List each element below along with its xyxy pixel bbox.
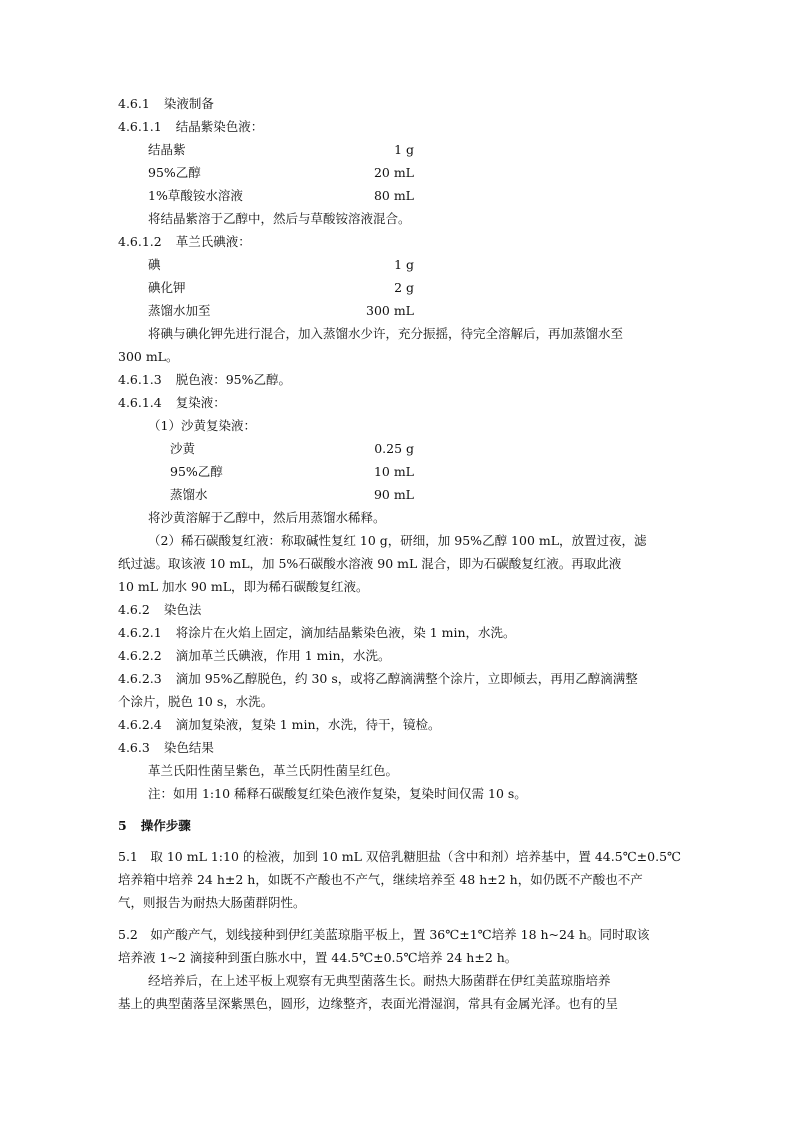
fuchsin-paragraph-continued: 10 mL 加水 90 mL，即为稀石碳酸复红液。 bbox=[118, 579, 369, 594]
section-title: 革兰氏碘液： bbox=[175, 234, 251, 249]
staining-note: 注：如用 1:10 稀释石碳酸复红染色液作复染，复染时间仅需 10 s。 bbox=[148, 786, 527, 801]
section-number: 4.6.1 bbox=[118, 96, 150, 111]
ingredient-name: 碘 bbox=[148, 257, 161, 272]
section-number: 4.6.1.2 bbox=[118, 234, 162, 249]
section-number: 4.6.1.4 bbox=[118, 395, 162, 410]
fuchsin-paragraph-continued: 纸过滤。取该液 10 mL，加 5%石碳酸水溶液 90 mL 混合，即为石碳酸复红液。再取此液 bbox=[118, 556, 622, 571]
step-text: 滴加革兰氏碘液，作用 1 min，水洗。 bbox=[175, 648, 391, 663]
step-5-2: 5.2 如产酸产气，划线接种到伊红美蓝琼脂平板上，置 36℃±1℃培养 18 h~24 h。同时取该 bbox=[118, 927, 650, 942]
ingredient-quantity: 10 mL bbox=[373, 464, 414, 479]
ingredient-quantity: 1 g bbox=[394, 257, 414, 272]
step-text: 滴加 95%乙醇脱色，约 30 s，或将乙醇滴满整个涂片，立即倾去，再用乙醇滴满整 bbox=[175, 671, 638, 686]
step-5-1-continued: 气，则报告为耐热大肠菌群阴性。 bbox=[118, 895, 306, 910]
ingredient-quantity: 0.25 g bbox=[374, 441, 414, 456]
section-title: 染液制备 bbox=[163, 96, 214, 111]
section-number: 4.6.2.1 bbox=[118, 625, 162, 640]
fuchsin-paragraph: （2）稀石碳酸复红液：称取碱性复红 10 g，研细，加 95%乙醇 100 mL，放置过夜，滤 bbox=[148, 533, 647, 548]
staining-result: 革兰氏阳性菌呈紫色，革兰氏阴性菌呈红色。 bbox=[148, 763, 399, 778]
step-text-continued: 个涂片，脱色 10 s，水洗。 bbox=[118, 694, 274, 709]
step-5-1: 5.1 取 10 mL 1:10 的检液，加到 10 mL 双倍乳糖胆盐（含中和剂）培养基中，置 44.5℃±0.5℃ bbox=[118, 849, 682, 864]
step-4-6-2-1 bbox=[118, 625, 516, 641]
step-5-1-continued: 培养箱中培养 24 h±2 h，如既不产酸也不产气，继续培养至 48 h±2 h，如仍既不产酸也不产 bbox=[118, 872, 643, 887]
section-number: 4.6.2.2 bbox=[118, 648, 162, 663]
section-number: 4.6.2.4 bbox=[118, 717, 162, 732]
ingredient-quantity: 90 mL bbox=[373, 487, 414, 502]
section-number: 4.6.1.3 bbox=[118, 372, 162, 387]
section-title: 染色法 bbox=[163, 602, 202, 617]
section-4-6-1-heading bbox=[118, 96, 214, 112]
ingredient-name: 碘化钾 bbox=[148, 280, 186, 295]
step-4-6-2-3 bbox=[118, 671, 638, 687]
preparation-note: 将结晶紫溶于乙醇中，然后与草酸铵溶液混合。 bbox=[148, 211, 411, 226]
section-4-6-2-heading bbox=[118, 602, 201, 618]
section-title: 复染液： bbox=[175, 395, 226, 410]
section-title: 染色结果 bbox=[163, 740, 214, 755]
section-number: 4.6.1.1 bbox=[118, 119, 162, 134]
ingredient-name: 沙黄 bbox=[170, 441, 196, 456]
ingredient-name: 95%乙醇 bbox=[170, 464, 223, 479]
section-number: 4.6.2.3 bbox=[118, 671, 162, 686]
section-title: 结晶紫染色液： bbox=[175, 119, 264, 134]
step-5-2-paragraph-continued: 基上的典型菌落呈深紫黑色，圆形，边缘整齐，表面光滑湿润，常具有金属光泽。也有的呈 bbox=[118, 996, 619, 1011]
safranin-subheading: （1）沙黄复染液： bbox=[148, 418, 256, 433]
section-4-6-3-heading bbox=[118, 740, 214, 756]
ingredient-name: 95%乙醇 bbox=[148, 165, 201, 180]
ingredient-name: 结晶紫 bbox=[148, 142, 186, 157]
ingredient-quantity: 80 mL bbox=[373, 188, 414, 203]
step-5-2-paragraph: 经培养后，在上述平板上观察有无典型菌落生长。耐热大肠菌群在伊红美蓝琼脂培养 bbox=[148, 973, 611, 988]
section-title: 操作步骤 bbox=[140, 818, 191, 833]
ingredient-name: 蒸馏水 bbox=[170, 487, 208, 502]
section-4-6-1-3-heading bbox=[118, 372, 291, 388]
step-4-6-2-2 bbox=[118, 648, 391, 664]
ingredient-quantity: 20 mL bbox=[373, 165, 414, 180]
ingredient-quantity: 2 g bbox=[394, 280, 414, 295]
ingredient-quantity: 1 g bbox=[394, 142, 414, 157]
section-5-heading bbox=[118, 818, 191, 834]
ingredient-name: 1%草酸铵水溶液 bbox=[148, 188, 243, 203]
preparation-note-continued: 300 mL。 bbox=[118, 349, 179, 364]
step-text: 滴加复染液，复染 1 min，水洗，待干，镜检。 bbox=[175, 717, 441, 732]
section-4-6-1-2-heading bbox=[118, 234, 251, 250]
step-text: 将涂片在火焰上固定，滴加结晶紫染色液，染 1 min，水洗。 bbox=[175, 625, 516, 640]
section-title: 脱色液：95%乙醇。 bbox=[175, 372, 292, 387]
section-number: 5 bbox=[118, 818, 127, 833]
section-number: 4.6.2 bbox=[118, 602, 150, 617]
ingredient-name: 蒸馏水加至 bbox=[148, 303, 211, 318]
preparation-note: 将碘与碘化钾先进行混合，加入蒸馏水少许，充分振摇，待完全溶解后，再加蒸馏水至 bbox=[148, 326, 624, 341]
preparation-note: 将沙黄溶解于乙醇中，然后用蒸馏水稀释。 bbox=[148, 510, 386, 525]
section-4-6-1-4-heading bbox=[118, 395, 226, 411]
section-number: 4.6.3 bbox=[118, 740, 150, 755]
ingredient-quantity: 300 mL bbox=[366, 303, 414, 318]
section-4-6-1-1-heading bbox=[118, 119, 263, 135]
step-4-6-2-4 bbox=[118, 717, 441, 733]
step-5-2-continued: 培养液 1~2 滴接种到蛋白胨水中，置 44.5℃±0.5℃培养 24 h±2 h。 bbox=[118, 950, 518, 965]
